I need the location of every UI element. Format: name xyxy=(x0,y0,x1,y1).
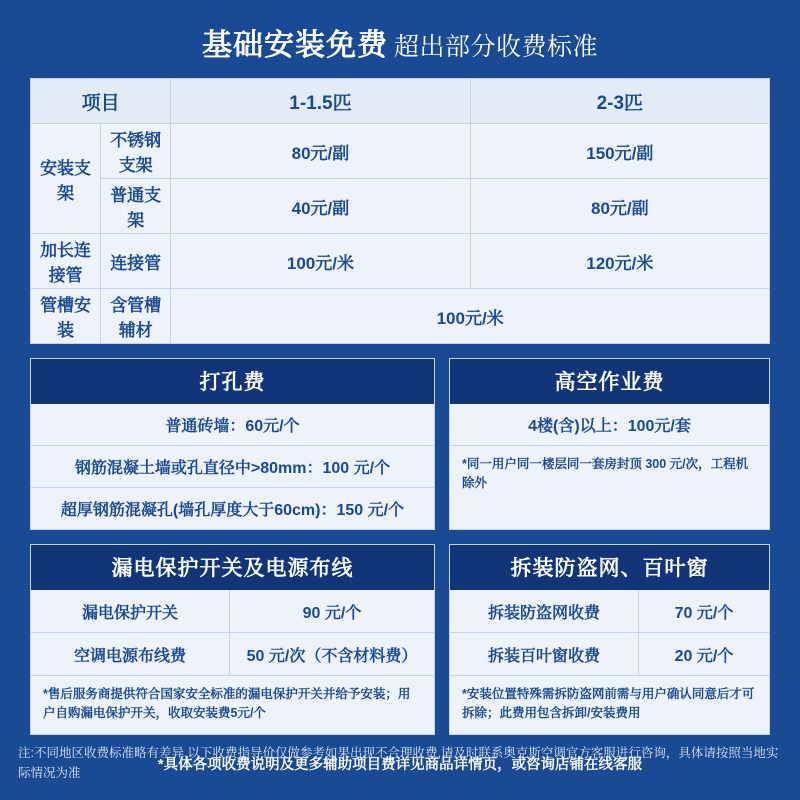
table-row xyxy=(31,289,770,344)
fee-item-normal-bracket: 普通支架 xyxy=(101,179,171,234)
fee-table-header-item: 项目 xyxy=(31,79,171,124)
fee-table-header-row xyxy=(31,79,770,124)
drilling-panel-body xyxy=(31,404,434,529)
fee-value-pipe-large: 120元/米 xyxy=(470,234,769,289)
leakage-row-1-label: 空调电源布线费 xyxy=(31,633,230,676)
dismantle-row-1-value: 20 元/个 xyxy=(639,633,770,676)
leakage-row-0-value: 90 元/个 xyxy=(230,590,435,633)
leakage-panel-body xyxy=(31,590,434,734)
fee-group-bracket: 安装支架 xyxy=(31,124,101,234)
table-row xyxy=(31,633,434,676)
leakage-note: *售后服务商提供符合国家安全标准的漏电保护开关并给予安装；用户自购漏电保护开关，收取安装费5元/个 xyxy=(43,687,411,721)
fee-table-header-cap2: 2-3匹 xyxy=(470,79,769,124)
fee-value-normal-bracket-large: 80元/副 xyxy=(470,179,769,234)
table-row xyxy=(31,179,770,234)
table-row xyxy=(31,234,770,289)
fee-group-extension-pipe: 加长连接管 xyxy=(31,234,101,289)
high-altitude-panel xyxy=(449,358,770,530)
panels-row-2 xyxy=(30,544,770,735)
high-altitude-panel-title: 高空作业费 xyxy=(450,359,769,404)
fee-value-steel-bracket-small: 80元/副 xyxy=(171,124,470,179)
dismantle-table xyxy=(450,590,769,676)
dismantle-note: *安装位置特殊需拆防盗网前需与用户确认同意后才可拆除；此费用包含拆卸/安装费用 xyxy=(462,687,755,721)
fee-item-connect-pipe: 连接管 xyxy=(101,234,171,289)
table-row xyxy=(31,124,770,179)
footer-note: *具体各项收费说明及更多辅助项目费详见商品详情页，或咨询店铺在线客服 xyxy=(157,756,643,773)
fee-group-trunking: 管槽安装 xyxy=(31,289,101,344)
drilling-panel-title: 打孔费 xyxy=(31,359,434,404)
dismantle-row-0-value: 70 元/个 xyxy=(639,590,770,633)
dismantle-panel xyxy=(449,544,770,735)
fee-item-trunking-material: 含管槽辅材 xyxy=(101,289,171,344)
leakage-panel xyxy=(30,544,435,735)
dismantle-panel-title: 拆装防盗网、百叶窗 xyxy=(450,545,769,590)
drilling-panel xyxy=(30,358,435,530)
fee-value-pipe-small: 100元/米 xyxy=(171,234,470,289)
leakage-row-1-value: 50 元/次（不含材料费） xyxy=(230,633,435,676)
high-altitude-panel-body xyxy=(450,404,769,529)
fee-value-normal-bracket-small: 40元/副 xyxy=(171,179,470,234)
drilling-line-2: 钢筋混凝土墙或孔直径中>80mm：100 元/个 xyxy=(31,446,434,488)
fee-item-steel-bracket: 不锈钢支架 xyxy=(101,124,171,179)
fee-table xyxy=(30,78,770,344)
page-title-bold: 基础安装免费 xyxy=(201,29,388,62)
table-row xyxy=(450,590,769,633)
high-altitude-line-1: 4楼(含)以上：100元/套 xyxy=(450,404,769,446)
fee-table-header-cap1: 1-1.5匹 xyxy=(171,79,470,124)
drilling-line-3: 超厚钢筋混凝孔(墙孔厚度大于60cm)：150 元/个 xyxy=(60,502,405,519)
page-title-sub: 超出部分收费标准 xyxy=(393,33,598,61)
drilling-line-1: 普通砖墙：60元/个 xyxy=(31,404,434,446)
table-row xyxy=(450,633,769,676)
fee-value-trunking: 100元/米 xyxy=(171,289,770,344)
page-header xyxy=(18,14,782,78)
leakage-row-0-label: 漏电保护开关 xyxy=(31,590,230,633)
disclaimer-text: 注:不同地区收费标准略有差异,以下收费指导价仅做参考如果出现不合理收费,请及时联系奥克斯空调官方客服进行咨询，具体请按照当地实际情况为准 xyxy=(18,745,779,781)
panels-row-1 xyxy=(30,358,770,530)
dismantle-row-1-label: 拆装百叶窗收费 xyxy=(450,633,639,676)
table-row xyxy=(31,590,434,633)
dismantle-panel-body xyxy=(450,590,769,734)
dismantle-row-0-label: 拆装防盗网收费 xyxy=(450,590,639,633)
leakage-table xyxy=(31,590,434,676)
fee-value-steel-bracket-large: 150元/副 xyxy=(470,124,769,179)
leakage-panel-title: 漏电保护开关及电源布线 xyxy=(31,545,434,590)
high-altitude-note: *同一用户同一楼层同一套房封顶 300 元/次，工程机除外 xyxy=(462,457,749,491)
